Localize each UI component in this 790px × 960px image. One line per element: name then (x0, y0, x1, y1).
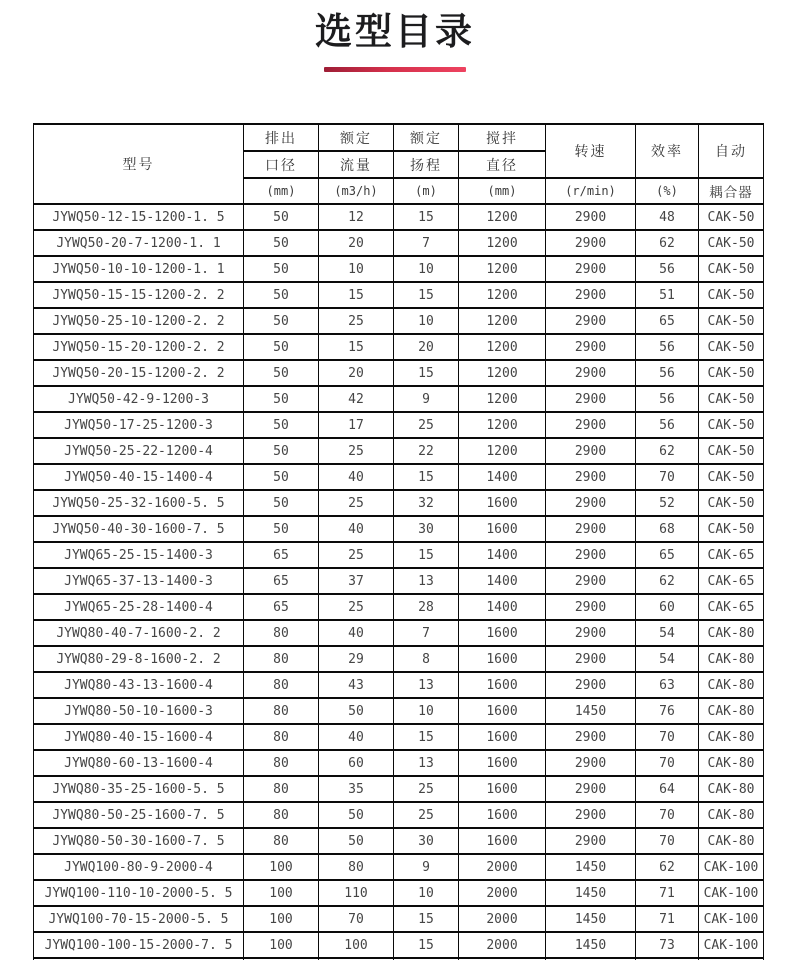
cell-speed: 1450 (546, 932, 636, 958)
cell-model: JYWQ65-25-15-1400-3 (34, 542, 244, 568)
col-unit-coupling: 耦合器 (699, 178, 764, 204)
table-row (34, 646, 764, 672)
cell-coupling: CAK-80 (699, 620, 764, 646)
cell-head: 15 (394, 464, 459, 490)
table-row (34, 412, 764, 438)
cell-outlet: 50 (244, 230, 319, 256)
cell-head: 15 (394, 204, 459, 230)
cell-flow: 25 (319, 308, 394, 334)
cell-efficiency: 52 (636, 490, 699, 516)
table-row (34, 360, 764, 386)
cell-speed: 2900 (546, 464, 636, 490)
col-header-stir-line2: 直径 (459, 151, 546, 178)
cell-stir: 1200 (459, 308, 546, 334)
cell-head: 20 (394, 334, 459, 360)
cell-speed: 2900 (546, 594, 636, 620)
cell-outlet: 50 (244, 282, 319, 308)
cell-head: 10 (394, 698, 459, 724)
cell-outlet: 100 (244, 932, 319, 958)
header-row-1 (34, 124, 764, 151)
table-row (34, 516, 764, 542)
cell-speed: 2900 (546, 256, 636, 282)
cell-stir: 1400 (459, 542, 546, 568)
table-row (34, 828, 764, 854)
cell-speed: 2900 (546, 490, 636, 516)
table-row (34, 750, 764, 776)
col-header-model: 型号 (34, 124, 244, 204)
cell-model: JYWQ50-20-15-1200-2. 2 (34, 360, 244, 386)
cell-coupling: CAK-80 (699, 750, 764, 776)
cell-flow: 17 (319, 412, 394, 438)
table-row (34, 802, 764, 828)
cell-outlet: 80 (244, 750, 319, 776)
cell-flow: 12 (319, 204, 394, 230)
cell-stir: 1200 (459, 282, 546, 308)
cell-outlet: 80 (244, 698, 319, 724)
cell-coupling: CAK-80 (699, 672, 764, 698)
cell-flow: 25 (319, 594, 394, 620)
cell-coupling: CAK-50 (699, 256, 764, 282)
cell-outlet: 50 (244, 464, 319, 490)
cell-model: JYWQ100-70-15-2000-5. 5 (34, 906, 244, 932)
cell-head: 22 (394, 438, 459, 464)
cell-flow: 50 (319, 698, 394, 724)
cell-speed: 2900 (546, 308, 636, 334)
cell-coupling: CAK-50 (699, 490, 764, 516)
table-row (34, 204, 764, 230)
cell-head: 13 (394, 568, 459, 594)
cell-efficiency: 70 (636, 802, 699, 828)
cell-flow: 40 (319, 464, 394, 490)
cell-stir: 1400 (459, 568, 546, 594)
cell-head: 13 (394, 750, 459, 776)
cell-model: JYWQ80-29-8-1600-2. 2 (34, 646, 244, 672)
cell-model: JYWQ50-15-20-1200-2. 2 (34, 334, 244, 360)
cell-speed: 2900 (546, 412, 636, 438)
cell-efficiency: 70 (636, 464, 699, 490)
cell-stir: 1600 (459, 646, 546, 672)
cell-flow: 35 (319, 776, 394, 802)
cell-flow: 15 (319, 282, 394, 308)
selection-table (33, 123, 764, 960)
cell-efficiency: 56 (636, 360, 699, 386)
cell-coupling: CAK-50 (699, 386, 764, 412)
cell-outlet: 100 (244, 854, 319, 880)
col-header-coupling: 自动 (699, 124, 764, 178)
cell-speed: 2900 (546, 646, 636, 672)
col-unit-outlet: (mm) (244, 178, 319, 204)
cell-outlet: 80 (244, 672, 319, 698)
cell-head: 32 (394, 490, 459, 516)
table-row (34, 724, 764, 750)
cell-outlet: 100 (244, 880, 319, 906)
cell-speed: 2900 (546, 620, 636, 646)
cell-efficiency: 68 (636, 516, 699, 542)
table-row (34, 490, 764, 516)
table-row (34, 230, 764, 256)
cell-outlet: 100 (244, 906, 319, 932)
cell-efficiency: 54 (636, 646, 699, 672)
cell-stir: 1600 (459, 724, 546, 750)
cell-speed: 2900 (546, 542, 636, 568)
cell-head: 30 (394, 828, 459, 854)
cell-efficiency: 56 (636, 256, 699, 282)
cell-efficiency: 73 (636, 932, 699, 958)
cell-stir: 1200 (459, 386, 546, 412)
cell-efficiency: 48 (636, 204, 699, 230)
cell-model: JYWQ80-50-30-1600-7. 5 (34, 828, 244, 854)
cell-head: 9 (394, 854, 459, 880)
cell-coupling: CAK-50 (699, 464, 764, 490)
cell-coupling: CAK-65 (699, 542, 764, 568)
cell-coupling: CAK-100 (699, 854, 764, 880)
cell-model: JYWQ50-10-10-1200-1. 1 (34, 256, 244, 282)
cell-stir: 2000 (459, 880, 546, 906)
cell-stir: 1400 (459, 594, 546, 620)
col-header-flow-line2: 流量 (319, 151, 394, 178)
cell-coupling: CAK-100 (699, 906, 764, 932)
cell-model: JYWQ50-25-10-1200-2. 2 (34, 308, 244, 334)
cell-stir: 1200 (459, 256, 546, 282)
title-underline (324, 67, 466, 72)
page-title: 选型目录 (315, 11, 475, 52)
cell-flow: 100 (319, 932, 394, 958)
cell-coupling: CAK-50 (699, 282, 764, 308)
cell-stir: 1600 (459, 828, 546, 854)
cell-model: JYWQ100-110-10-2000-5. 5 (34, 880, 244, 906)
table-row (34, 620, 764, 646)
col-header-outlet-line2: 口径 (244, 151, 319, 178)
cell-model: JYWQ80-35-25-1600-5. 5 (34, 776, 244, 802)
table-row (34, 438, 764, 464)
cell-efficiency: 51 (636, 282, 699, 308)
col-header-outlet-line1: 排出 (244, 124, 319, 151)
cell-speed: 2900 (546, 204, 636, 230)
cell-stir: 1600 (459, 620, 546, 646)
table-row (34, 464, 764, 490)
cell-head: 15 (394, 360, 459, 386)
cell-coupling: CAK-80 (699, 828, 764, 854)
cell-efficiency: 56 (636, 412, 699, 438)
cell-head: 15 (394, 282, 459, 308)
cell-model: JYWQ50-40-30-1600-7. 5 (34, 516, 244, 542)
cell-coupling: CAK-50 (699, 516, 764, 542)
cell-model: JYWQ50-15-15-1200-2. 2 (34, 282, 244, 308)
cell-head: 10 (394, 308, 459, 334)
cell-outlet: 50 (244, 516, 319, 542)
cell-speed: 2900 (546, 230, 636, 256)
cell-outlet: 80 (244, 802, 319, 828)
cell-model: JYWQ100-80-9-2000-4 (34, 854, 244, 880)
cell-head: 15 (394, 932, 459, 958)
cell-flow: 40 (319, 516, 394, 542)
cell-efficiency: 54 (636, 620, 699, 646)
cell-outlet: 80 (244, 646, 319, 672)
cell-stir: 1200 (459, 360, 546, 386)
cell-flow: 10 (319, 256, 394, 282)
cell-model: JYWQ50-42-9-1200-3 (34, 386, 244, 412)
cell-stir: 1600 (459, 490, 546, 516)
col-header-efficiency: 效率 (636, 124, 699, 178)
cell-coupling: CAK-80 (699, 776, 764, 802)
cell-model: JYWQ50-25-32-1600-5. 5 (34, 490, 244, 516)
cell-outlet: 50 (244, 334, 319, 360)
cell-coupling: CAK-50 (699, 438, 764, 464)
cell-model: JYWQ80-60-13-1600-4 (34, 750, 244, 776)
cell-flow: 42 (319, 386, 394, 412)
cell-model: JYWQ50-12-15-1200-1. 5 (34, 204, 244, 230)
cell-stir: 2000 (459, 906, 546, 932)
table-row (34, 308, 764, 334)
table-row (34, 568, 764, 594)
cell-head: 9 (394, 386, 459, 412)
cell-efficiency: 62 (636, 568, 699, 594)
cell-efficiency: 62 (636, 438, 699, 464)
cell-flow: 25 (319, 542, 394, 568)
cell-stir: 1600 (459, 698, 546, 724)
cell-stir: 2000 (459, 932, 546, 958)
cell-head: 10 (394, 256, 459, 282)
cell-stir: 1200 (459, 230, 546, 256)
col-header-head-line2: 扬程 (394, 151, 459, 178)
cell-coupling: CAK-50 (699, 360, 764, 386)
cell-outlet: 80 (244, 828, 319, 854)
cell-model: JYWQ80-40-15-1600-4 (34, 724, 244, 750)
cell-head: 15 (394, 542, 459, 568)
table-row (34, 672, 764, 698)
cell-efficiency: 70 (636, 724, 699, 750)
cell-efficiency: 65 (636, 308, 699, 334)
cell-flow: 80 (319, 854, 394, 880)
cell-model: JYWQ65-25-28-1400-4 (34, 594, 244, 620)
cell-coupling: CAK-50 (699, 308, 764, 334)
table-row (34, 880, 764, 906)
cell-outlet: 50 (244, 438, 319, 464)
cell-speed: 2900 (546, 516, 636, 542)
cell-head: 8 (394, 646, 459, 672)
cell-stir: 1600 (459, 802, 546, 828)
cell-outlet: 50 (244, 386, 319, 412)
cell-coupling: CAK-80 (699, 724, 764, 750)
cell-model: JYWQ80-50-25-1600-7. 5 (34, 802, 244, 828)
cell-model: JYWQ80-50-10-1600-3 (34, 698, 244, 724)
cell-head: 28 (394, 594, 459, 620)
cell-efficiency: 62 (636, 230, 699, 256)
cell-efficiency: 63 (636, 672, 699, 698)
cell-efficiency: 71 (636, 880, 699, 906)
cell-head: 15 (394, 906, 459, 932)
cell-stir: 1200 (459, 438, 546, 464)
cell-head: 7 (394, 230, 459, 256)
cell-stir: 2000 (459, 854, 546, 880)
cell-speed: 2900 (546, 568, 636, 594)
table-row (34, 282, 764, 308)
cell-flow: 70 (319, 906, 394, 932)
col-header-speed: 转速 (546, 124, 636, 178)
cell-outlet: 65 (244, 568, 319, 594)
cell-stir: 1200 (459, 412, 546, 438)
cell-coupling: CAK-80 (699, 698, 764, 724)
cell-head: 30 (394, 516, 459, 542)
cell-model: JYWQ80-43-13-1600-4 (34, 672, 244, 698)
cell-coupling: CAK-65 (699, 594, 764, 620)
cell-model: JYWQ100-100-15-2000-7. 5 (34, 932, 244, 958)
cell-speed: 1450 (546, 880, 636, 906)
cell-stir: 1600 (459, 672, 546, 698)
cell-coupling: CAK-80 (699, 646, 764, 672)
cell-efficiency: 70 (636, 750, 699, 776)
cell-outlet: 65 (244, 594, 319, 620)
cell-model: JYWQ50-20-7-1200-1. 1 (34, 230, 244, 256)
cell-head: 13 (394, 672, 459, 698)
cell-head: 7 (394, 620, 459, 646)
cell-flow: 25 (319, 490, 394, 516)
col-unit-speed: (r/min) (546, 178, 636, 204)
cell-coupling: CAK-65 (699, 568, 764, 594)
cell-efficiency: 64 (636, 776, 699, 802)
cell-stir: 1400 (459, 464, 546, 490)
cell-head: 10 (394, 880, 459, 906)
cell-speed: 1450 (546, 854, 636, 880)
col-unit-stir: (mm) (459, 178, 546, 204)
table-row (34, 334, 764, 360)
col-header-head-line1: 额定 (394, 124, 459, 151)
cell-stir: 1600 (459, 776, 546, 802)
cell-flow: 50 (319, 802, 394, 828)
cell-coupling: CAK-80 (699, 802, 764, 828)
cell-speed: 2900 (546, 334, 636, 360)
cell-coupling: CAK-100 (699, 880, 764, 906)
cell-head: 25 (394, 412, 459, 438)
cell-efficiency: 70 (636, 828, 699, 854)
cell-stir: 1200 (459, 334, 546, 360)
col-unit-head: (m) (394, 178, 459, 204)
cell-speed: 2900 (546, 438, 636, 464)
cell-outlet: 50 (244, 360, 319, 386)
cell-speed: 2900 (546, 282, 636, 308)
cell-flow: 110 (319, 880, 394, 906)
cell-flow: 25 (319, 438, 394, 464)
cell-outlet: 50 (244, 490, 319, 516)
cell-efficiency: 76 (636, 698, 699, 724)
table-row (34, 776, 764, 802)
col-unit-efficiency: (%) (636, 178, 699, 204)
cell-flow: 40 (319, 724, 394, 750)
cell-stir: 1600 (459, 516, 546, 542)
cell-model: JYWQ80-40-7-1600-2. 2 (34, 620, 244, 646)
col-unit-flow: (m3/h) (319, 178, 394, 204)
table-row (34, 386, 764, 412)
cell-outlet: 50 (244, 308, 319, 334)
cell-efficiency: 62 (636, 854, 699, 880)
cell-stir: 1200 (459, 204, 546, 230)
cell-coupling: CAK-50 (699, 334, 764, 360)
cell-coupling: CAK-50 (699, 230, 764, 256)
cell-head: 25 (394, 776, 459, 802)
cell-model: JYWQ65-37-13-1400-3 (34, 568, 244, 594)
cell-model: JYWQ50-17-25-1200-3 (34, 412, 244, 438)
cell-flow: 43 (319, 672, 394, 698)
cell-outlet: 65 (244, 542, 319, 568)
cell-speed: 2900 (546, 386, 636, 412)
cell-outlet: 50 (244, 204, 319, 230)
cell-speed: 2900 (546, 360, 636, 386)
cell-flow: 37 (319, 568, 394, 594)
cell-outlet: 80 (244, 776, 319, 802)
cell-coupling: CAK-50 (699, 204, 764, 230)
cell-flow: 50 (319, 828, 394, 854)
col-header-flow-line1: 额定 (319, 124, 394, 151)
table-row (34, 932, 764, 958)
cell-flow: 40 (319, 620, 394, 646)
cell-speed: 1450 (546, 906, 636, 932)
cell-flow: 20 (319, 360, 394, 386)
table-row (34, 594, 764, 620)
cell-efficiency: 71 (636, 906, 699, 932)
cell-flow: 60 (319, 750, 394, 776)
cell-flow: 15 (319, 334, 394, 360)
cell-speed: 2900 (546, 802, 636, 828)
cell-speed: 2900 (546, 672, 636, 698)
cell-coupling: CAK-50 (699, 412, 764, 438)
table-row (34, 698, 764, 724)
cell-coupling: CAK-100 (699, 932, 764, 958)
cell-speed: 2900 (546, 776, 636, 802)
cell-head: 15 (394, 724, 459, 750)
cell-model: JYWQ50-40-15-1400-4 (34, 464, 244, 490)
cell-head: 25 (394, 802, 459, 828)
cell-flow: 29 (319, 646, 394, 672)
table-row (34, 256, 764, 282)
cell-flow: 20 (319, 230, 394, 256)
cell-outlet: 80 (244, 620, 319, 646)
table-row (34, 542, 764, 568)
cell-speed: 2900 (546, 750, 636, 776)
cell-efficiency: 56 (636, 334, 699, 360)
cell-speed: 2900 (546, 828, 636, 854)
table-body (34, 204, 764, 960)
table-header (34, 124, 764, 204)
table-row (34, 906, 764, 932)
table-row (34, 854, 764, 880)
col-header-stir-line1: 搅拌 (459, 124, 546, 151)
cell-efficiency: 65 (636, 542, 699, 568)
cell-outlet: 80 (244, 724, 319, 750)
cell-model: JYWQ50-25-22-1200-4 (34, 438, 244, 464)
cell-speed: 2900 (546, 724, 636, 750)
cell-outlet: 50 (244, 412, 319, 438)
cell-stir: 1600 (459, 750, 546, 776)
cell-outlet: 50 (244, 256, 319, 282)
cell-efficiency: 60 (636, 594, 699, 620)
cell-speed: 1450 (546, 698, 636, 724)
cell-efficiency: 56 (636, 386, 699, 412)
